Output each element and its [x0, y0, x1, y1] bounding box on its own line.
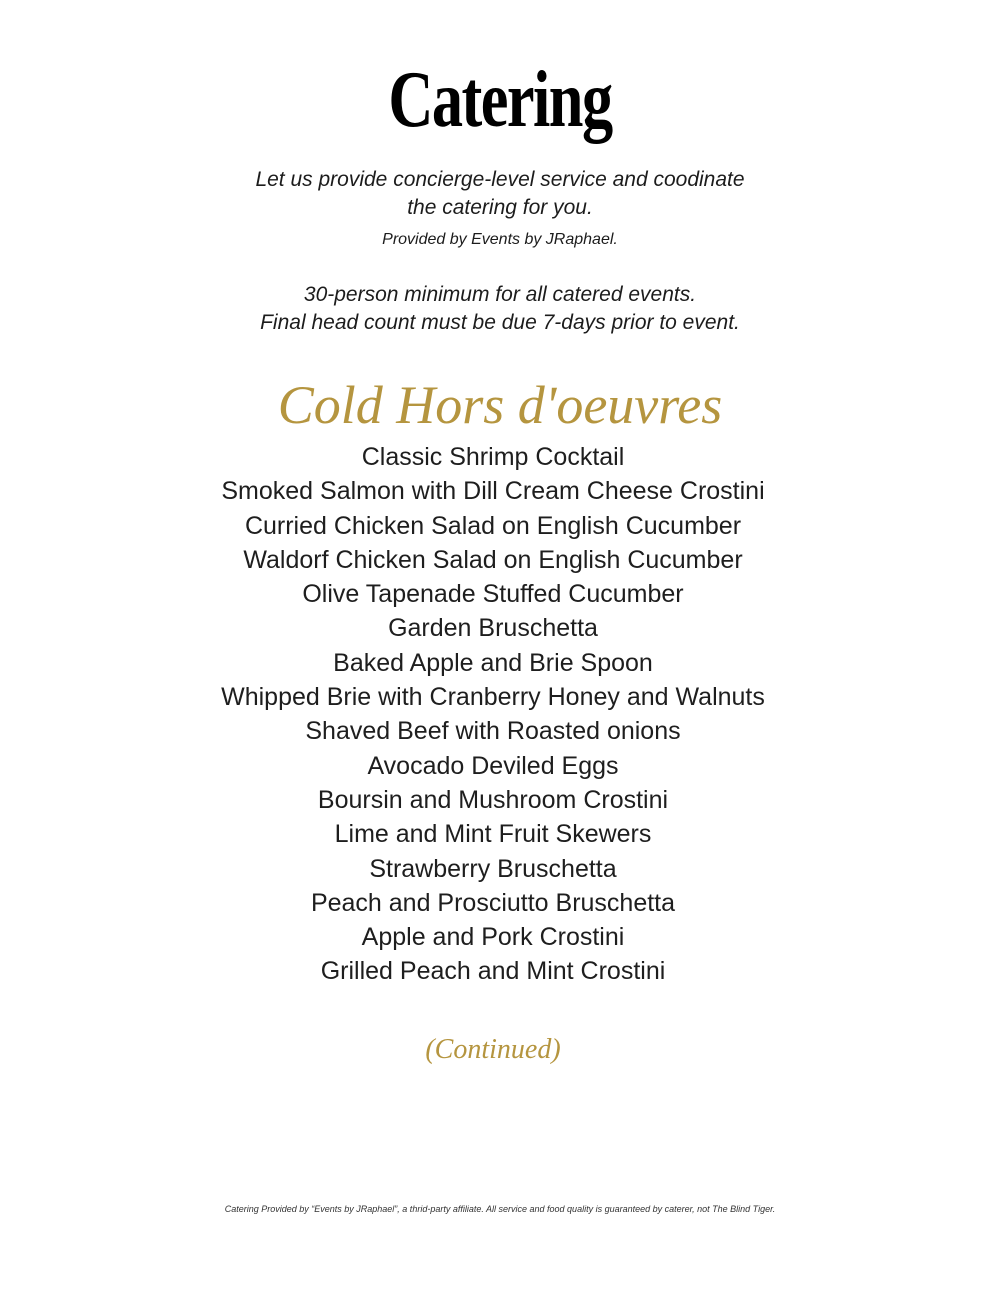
menu-item: Avocado Deviled Eggs	[367, 751, 619, 780]
policy-line-1: 30-person minimum for all catered events.	[303, 283, 697, 306]
intro-line-2: the catering for you.	[407, 196, 593, 219]
menu-item: Strawberry Bruschetta	[369, 854, 617, 883]
menu-item: Grilled Peach and Mint Crostini	[320, 957, 666, 986]
menu-item: Shaved Beef with Roasted onions	[305, 717, 681, 746]
menu-item: Whipped Brie with Cranberry Honey and Walnuts	[221, 683, 765, 712]
menu-item: Peach and Prosciutto Bruschetta	[310, 888, 676, 917]
intro-line-1: Let us provide concierge-level service and coodinate	[255, 168, 745, 191]
continued-note: (Continued)	[425, 1034, 561, 1065]
menu-item: Classic Shrimp Cocktail	[361, 443, 625, 471]
intro-text	[0, 166, 1000, 222]
menu-item-list	[0, 440, 1000, 989]
menu-item: Baked Apple and Brie Spoon	[333, 648, 653, 677]
menu-item: Smoked Salmon with Dill Cream Cheese Crostini	[221, 477, 765, 506]
page-title: Catering	[388, 56, 612, 144]
policy-text	[0, 281, 1000, 337]
menu-item: Lime and Mint Fruit Skewers	[334, 820, 652, 849]
menu-item: Waldorf Chicken Salad on English Cucumber	[243, 545, 743, 574]
menu-item: Apple and Pork Crostini	[361, 923, 625, 952]
footer-disclaimer: Catering Provided by “Events by JRaphael”, a thrid-party affiliate. All service and food quality is guaranteed by caterer, not The Blind Tiger.	[224, 1204, 776, 1214]
policy-line-2: Final head count must be due 7-days prior to event.	[260, 311, 740, 334]
menu-item: Curried Chicken Salad on English Cucumber	[244, 511, 742, 540]
menu-item: Boursin and Mushroom Crostini	[317, 785, 669, 814]
menu-item: Olive Tapenade Stuffed Cucumber	[302, 580, 684, 609]
provided-by-note: Provided by Events by JRaphael.	[382, 231, 618, 248]
section-heading-cold-hors-doeuvres: Cold Hors d'oeuvres	[277, 375, 723, 435]
menu-item: Garden Bruschetta	[388, 614, 598, 643]
